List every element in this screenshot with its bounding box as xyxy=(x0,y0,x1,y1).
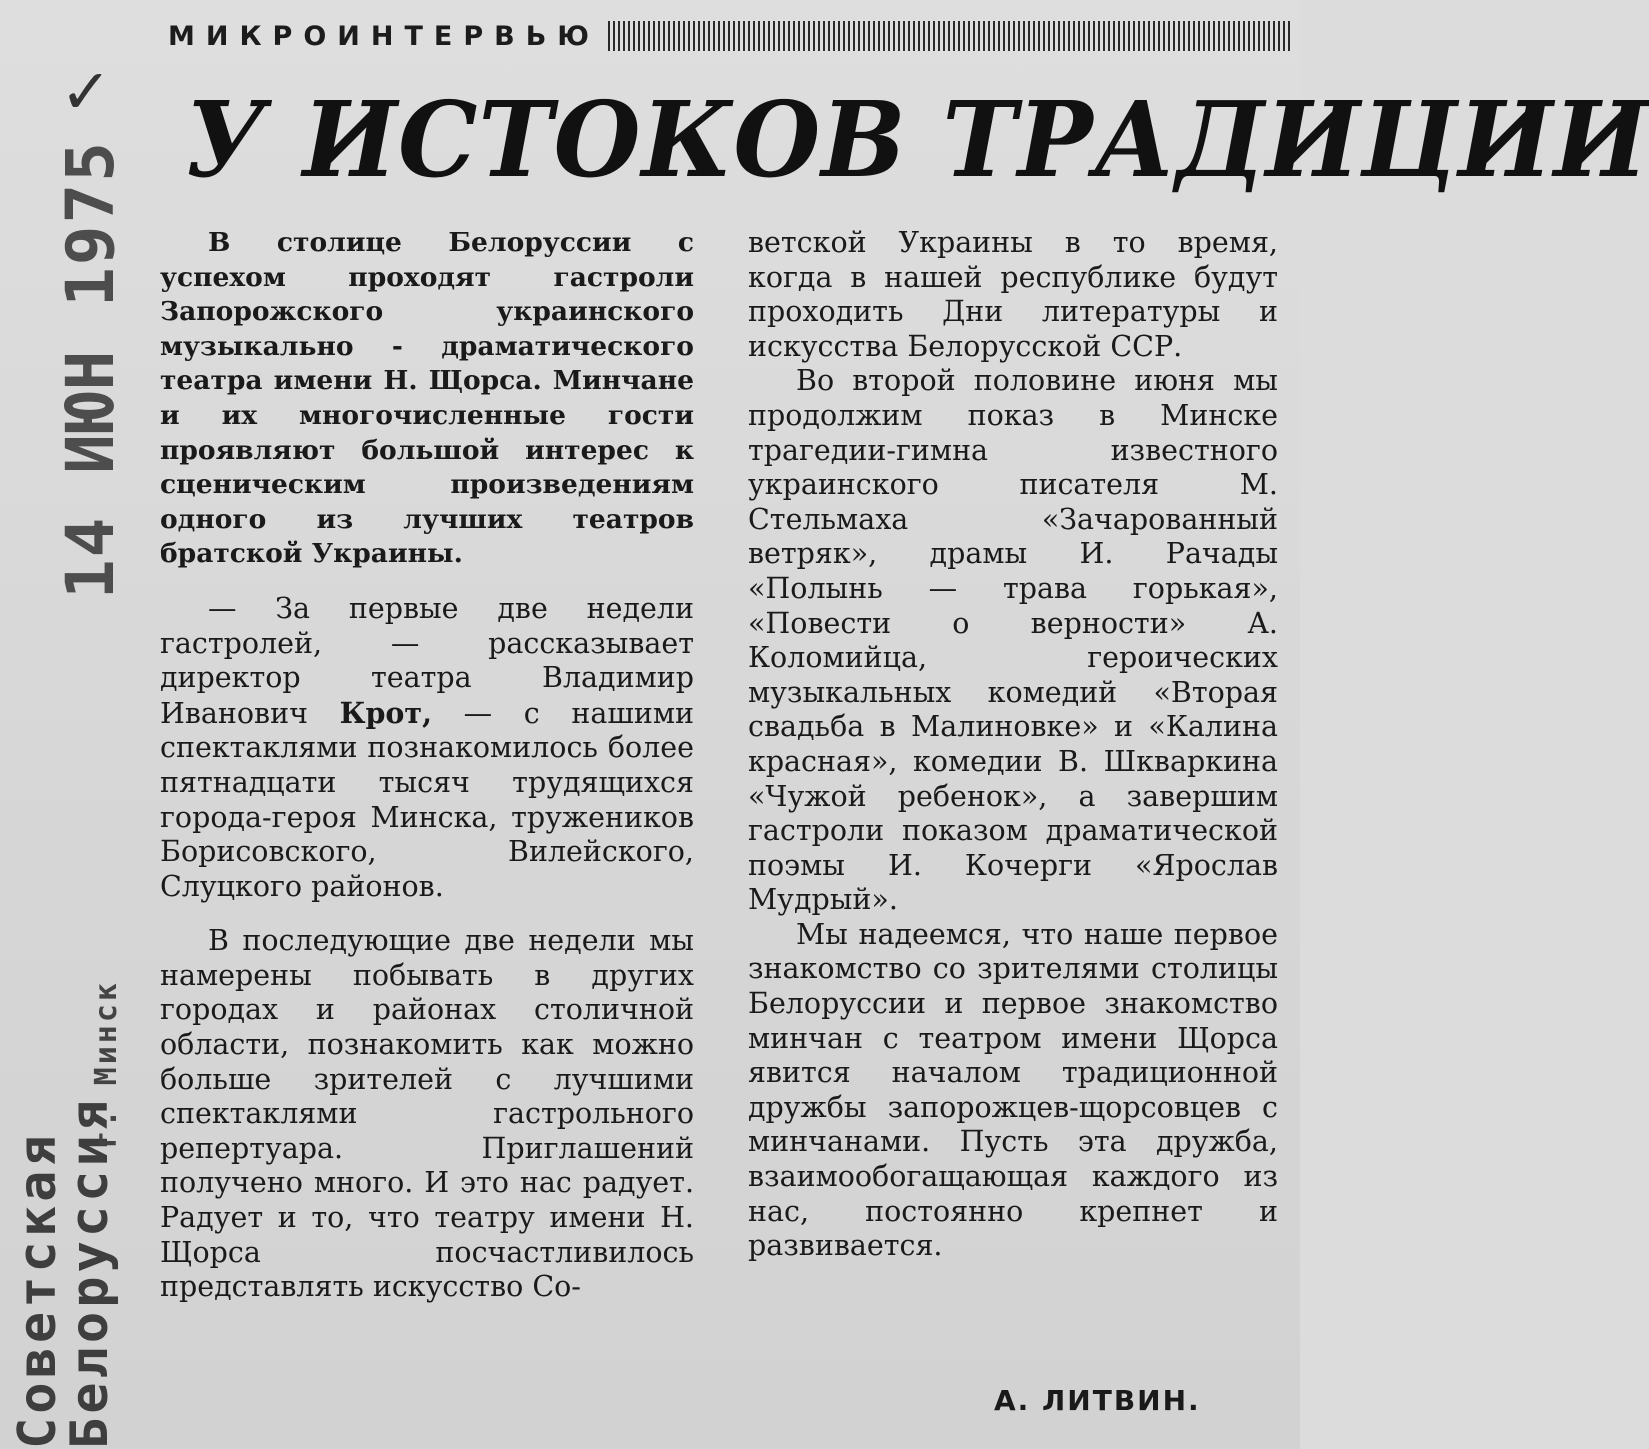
quote-text-before: — За первые две недели гастролей, — рассказывает директор театра Владимир Иванович xyxy=(160,591,694,730)
paragraph-2-continued: ветской Украины в то время, когда в нашей республике будут проходить Дни литературы и искусства Белорусской ССР. xyxy=(748,226,1278,363)
quote-paragraph xyxy=(160,592,694,904)
stamp-newspaper-name: Советская Белоруссия xyxy=(8,1095,120,1449)
author-signature: А. ЛИТВИН. xyxy=(994,1384,1201,1417)
rubric-rule xyxy=(608,21,1290,51)
stamp-date: 14 ИЮН 1975 xyxy=(52,140,129,600)
column-left xyxy=(160,226,694,1305)
paragraph-4: Мы надеемся, что наше первое знакомство со зрителями столицы Белоруссии и первое знакомство минчан с театром имени Щорса явится началом традиционной дружбы запорожцев-щорсовцев с минчанами. Пусть эта дружба, взаимообогащающая каждого из нас, постоянно крепнет и развивается. xyxy=(748,917,1278,1263)
quote-director-name: Крот, xyxy=(339,695,433,730)
rubric-header xyxy=(168,14,1290,58)
paragraph-2: В последующие две недели мы намерены побывать в других городах и районах столичной области, познакомить как можно больше зрителей с лучшими спектаклями гастрольного репертуара. Приглашений получено много. И это нас радует. Радует и то, что театру имени Н. Щорса посчастливилось представлять искусство Со- xyxy=(160,924,694,1304)
archive-stamp xyxy=(0,0,150,1449)
check-mark: ✓ xyxy=(60,55,112,128)
quote-text-after: — с нашими спектаклями познакомилось более пятнадцати тысяч трудящихся города-героя Минска, тружеников Борисовского, Вилейского, Слуцкого районов. xyxy=(160,696,694,903)
paragraph-3: Во второй половине июня мы продолжим показ в Минске трагедии-гимна известного украинского писателя М. Стельмаха «Зачарованный ветряк», драмы И. Рачады «Полынь — трава горькая», «Повести о верности» А. Коломийца, героических музыкальных комедий «Вторая свадьба в Малиновке» и «Калина красная», комедии В. Шкваркина «Чужой ребенок», а завершим гастроли показом драматической поэмы И. Кочерги «Ярослав Мудрый». xyxy=(748,364,1278,917)
lead-paragraph: В столице Белоруссии с успехом проходят гастроли Запорожского украинского музыкально - драматического театра имени Н. Щорса. Минчане и их многочисленные гости проявляют большой интерес к сценическим произведениям одного из лучших театров братской Украины. xyxy=(160,227,694,570)
article-headline: У ИСТОКОВ ТРАДИЦИИ xyxy=(185,78,1649,201)
stamp-city: г. Минск xyxy=(89,980,124,1149)
rubric-label: МИКРОИНТЕРВЬЮ xyxy=(168,20,600,52)
column-right xyxy=(748,226,1278,1264)
